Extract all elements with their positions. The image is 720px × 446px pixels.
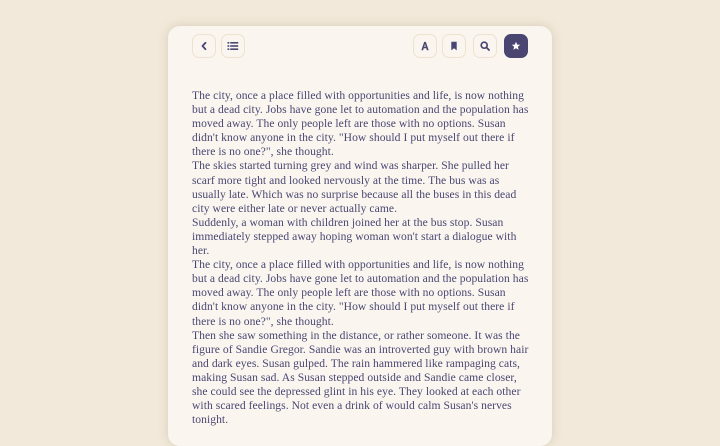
list-icon [227,41,239,51]
star-icon [511,41,521,51]
bookmark-button[interactable] [442,34,466,58]
paragraph: The skies started turning grey and wind was sharper. She pulled her scarf more tight and looked nervously at the time. The bus was as usually late. Which was no surprise because all the buses in this dead city were either late or never actually came. [192,159,517,215]
reader-card [168,26,552,446]
paragraph: Then she saw something in the distance, or rather someone. It was the figure of Sandie Gregor. Sandie was an introverted guy with brown hair and dark eyes. Susan gulped. The rain hammered like rampaging cats, making Susan sad. As Susan stepped outside and Sandie came closer, she could see the depressed glint in his eye. They looked at each other with scared feelings. Not even a drink of would calm Susan's nerves tonight. [192,328,529,427]
search-button[interactable] [473,34,497,58]
font-icon [420,41,430,51]
favorite-button[interactable] [504,34,528,58]
paragraph: The city, once a place filled with opportunities and life, is now nothing but a dead city. Jobs have gone let to automation and the population has moved away. The only people left are those with no options. Susan didn't know anyone in the city. "How should I put myself out there if there is no one?", she thought. [192,258,529,328]
chevron-left-icon [199,41,209,51]
paragraph: The city, once a place filled with opportunities and life, is now nothing but a dead city. Jobs have gone let to automation and the population has moved away. The only people left are those with no options. Susan didn't know anyone in the city. "How should I put myself out there if there is no one?", she thought. [192,89,529,159]
table-of-contents-button[interactable] [221,34,245,58]
font-settings-button[interactable] [413,34,437,58]
reader-toolbar [192,34,528,58]
paragraph: Suddenly, a woman with children joined her at the bus stop. Susan immediately stepped away hoping woman won't start a dialogue with her. [192,215,517,258]
bookmark-icon [449,41,459,51]
back-button[interactable] [192,34,216,58]
search-icon [480,41,490,51]
chapter-text [192,89,532,427]
